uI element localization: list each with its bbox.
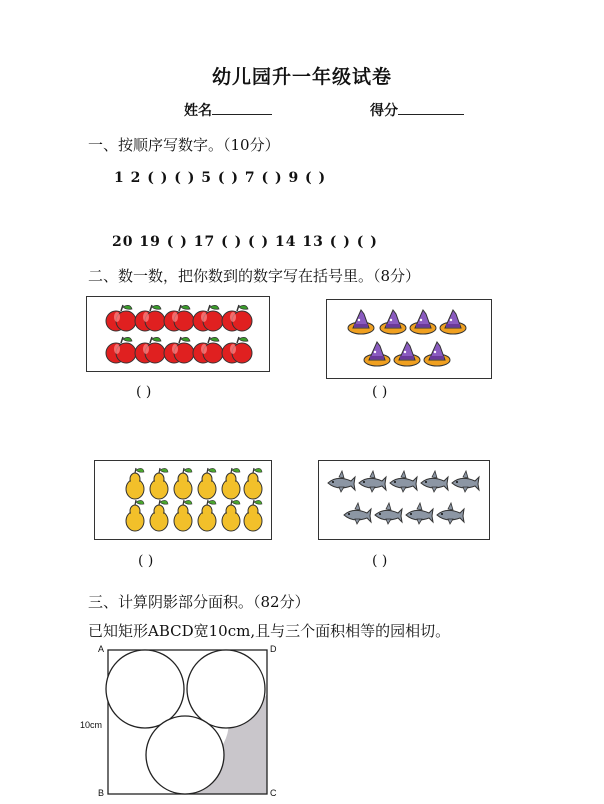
rectangle-figure xyxy=(80,640,280,800)
sequence-row-2[interactable]: 20 19 ( ) 17 ( ) ( ) 14 13 ( ) ( ) xyxy=(112,234,378,250)
problem-description: 已知矩形ABCD宽10cm,且与三个面积相等的园相切。 xyxy=(88,622,451,640)
section1-heading: 一、按顺序写数字。（10分） xyxy=(88,136,280,154)
apples-picture xyxy=(87,297,269,371)
label-c: C xyxy=(270,788,277,798)
label-d: D xyxy=(270,644,277,654)
circle-top-left xyxy=(106,650,184,728)
label-b: B xyxy=(98,788,105,798)
label-a: A xyxy=(98,644,105,654)
name-blank[interactable] xyxy=(212,100,272,115)
page-title: 幼儿园升一年级试卷 xyxy=(211,66,392,88)
sharks-picture xyxy=(319,461,489,539)
name-field[interactable] xyxy=(184,100,272,120)
sharks-box xyxy=(318,460,490,540)
shark-icon xyxy=(328,471,479,524)
score-field[interactable] xyxy=(370,100,464,120)
section3-heading: 三、计算阴影部分面积。（82分） xyxy=(88,593,310,611)
hats-box xyxy=(326,299,492,379)
hats-picture xyxy=(327,300,491,378)
pears-picture xyxy=(95,461,271,539)
witch-hat-icon xyxy=(348,310,466,366)
circle-bottom xyxy=(146,716,224,794)
score-label: 得分 xyxy=(370,103,398,119)
apples-box xyxy=(86,296,270,372)
hats-answer[interactable]: ( ) xyxy=(372,384,388,400)
score-blank[interactable] xyxy=(398,100,464,115)
pear-icon xyxy=(126,468,262,531)
apple-icon xyxy=(106,305,252,363)
circle-top-right xyxy=(187,650,265,728)
rectangle-figure-svg xyxy=(80,640,280,800)
apples-answer[interactable]: ( ) xyxy=(136,384,152,400)
name-label: 姓名 xyxy=(184,103,212,119)
section2-heading: 二、数一数，把你数到的数字写在括号里。（8分） xyxy=(88,267,421,285)
pears-box xyxy=(94,460,272,540)
sequence-row-1[interactable]: 1 2 ( ) ( ) 5 ( ) 7 ( ) 9 ( ) xyxy=(114,170,327,186)
sharks-answer[interactable]: ( ) xyxy=(372,553,388,569)
label-width: 10cm xyxy=(80,720,103,730)
pears-answer[interactable]: ( ) xyxy=(138,553,154,569)
